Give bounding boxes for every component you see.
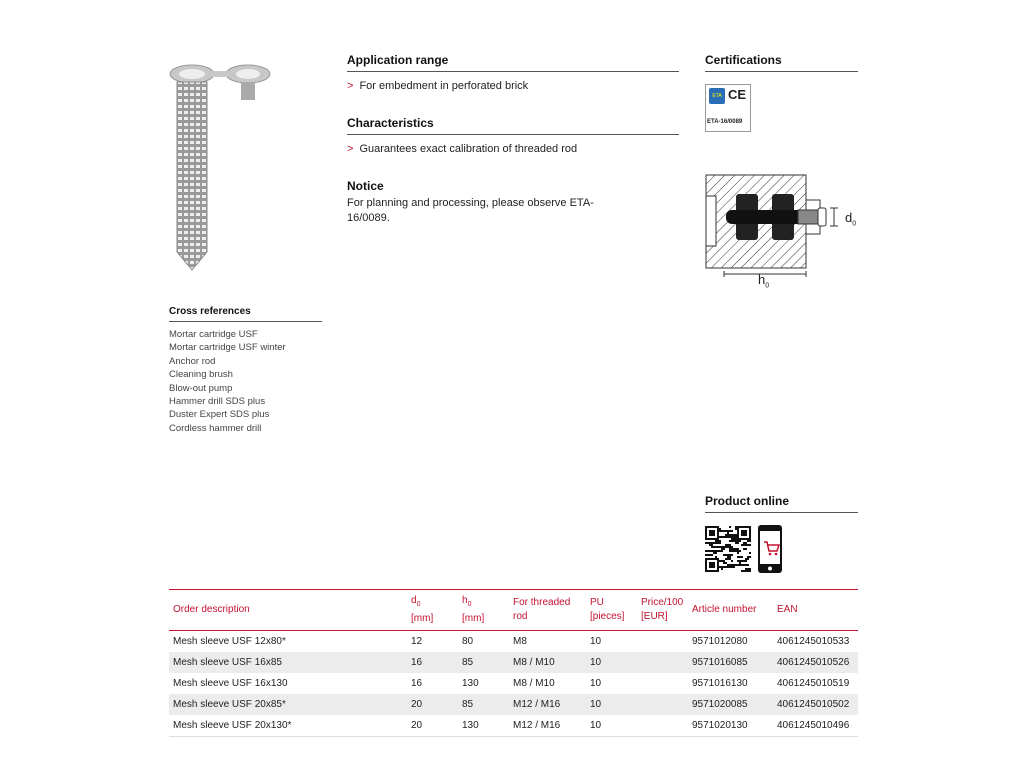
cross-references-title: Cross references <box>169 306 322 322</box>
certifications-title: Certifications <box>705 53 858 72</box>
cross-reference-link[interactable]: Blow-out pump <box>169 382 233 394</box>
cell-article-number: 9571012080 <box>692 636 748 647</box>
cross-reference-link[interactable]: Duster Expert SDS plus <box>169 409 270 421</box>
cell-price <box>637 673 688 694</box>
characteristics-title: Characteristics <box>347 116 679 135</box>
bullet-chevron-icon: > <box>347 143 354 155</box>
col-threaded-rod: For threaded rod <box>513 597 571 622</box>
col-order-description: Order description <box>173 604 250 615</box>
cell-article-number: 9571020130 <box>692 720 748 731</box>
cell-pu: 10 <box>590 636 602 647</box>
col-price: Price/100 [EUR] <box>641 597 684 622</box>
cell-threaded-rod: M12 / M16 <box>513 720 561 731</box>
cell-ean: 4061245010496 <box>777 720 850 731</box>
cell-order-description: Mesh sleeve USF 12x80* <box>173 636 286 647</box>
cell-h0: 85 <box>462 699 474 710</box>
characteristic-item: Guarantees exact calibration of threaded rod <box>359 143 578 155</box>
table-row <box>169 715 858 737</box>
cell-article-number: 9571016130 <box>692 678 748 689</box>
cross-reference-link[interactable]: Anchor rod <box>169 355 216 367</box>
cell-pu: 10 <box>590 720 602 731</box>
qr-code-icon[interactable] <box>705 526 751 572</box>
order-table <box>169 589 858 737</box>
cell-order-description: Mesh sleeve USF 20x130* <box>173 720 292 731</box>
cell-article-number: 9571020085 <box>692 699 748 710</box>
col-h0: $h_0$ [mm] <box>462 595 485 624</box>
table-row <box>169 694 858 715</box>
cell-d0: 12 <box>411 636 423 647</box>
cell-pu: 10 <box>590 699 602 710</box>
h0-label: $h_0$ <box>758 272 770 290</box>
col-pu: PU [pieces] <box>590 597 625 622</box>
cell-price <box>637 652 688 673</box>
product-online-section <box>705 494 858 513</box>
eta-certification-badge <box>705 84 751 132</box>
cross-reference-link[interactable]: Hammer drill SDS plus <box>169 396 266 408</box>
notice-title: Notice <box>347 179 384 193</box>
cell-threaded-rod: M8 <box>513 636 527 647</box>
cross-references <box>169 306 322 435</box>
cell-threaded-rod: M8 / M10 <box>513 657 555 668</box>
table-row <box>169 631 858 653</box>
cell-price <box>637 715 688 737</box>
cell-order-description: Mesh sleeve USF 20x85* <box>173 699 286 710</box>
table-row <box>169 652 858 673</box>
cell-threaded-rod: M8 / M10 <box>513 678 555 689</box>
application-range-title: Application range <box>347 53 679 72</box>
cell-pu: 10 <box>590 678 602 689</box>
cell-d0: 16 <box>411 678 423 689</box>
cell-price <box>637 631 688 653</box>
cell-pu: 10 <box>590 657 602 668</box>
d0-label: $d_0$ <box>845 210 857 228</box>
cell-h0: 130 <box>462 720 479 731</box>
notice-text: For planning and processing, please observe ETA-16/0089. <box>347 197 594 224</box>
cross-reference-link[interactable]: Cleaning brush <box>169 369 233 381</box>
cell-h0: 85 <box>462 657 474 668</box>
product-online-title: Product online <box>705 494 858 513</box>
table-row <box>169 673 858 694</box>
cell-d0: 20 <box>411 720 423 731</box>
cell-h0: 130 <box>462 678 479 689</box>
table-header-row <box>169 590 858 631</box>
installation-diagram <box>700 170 865 295</box>
col-d0: $d_0$ [mm] <box>411 595 434 624</box>
bullet-chevron-icon: > <box>347 80 354 92</box>
eta-number: ETA-16/0089 <box>707 119 743 125</box>
col-article-number: Article number <box>692 604 757 615</box>
cross-reference-link[interactable]: Mortar cartridge USF winter <box>169 342 286 354</box>
col-ean: EAN <box>777 604 798 615</box>
application-range-section <box>347 53 679 92</box>
cell-ean: 4061245010526 <box>777 657 850 668</box>
cross-reference-link[interactable]: Cordless hammer drill <box>169 422 262 434</box>
smartphone-cart-icon <box>757 524 783 574</box>
product-image-mesh-sleeve <box>165 62 275 277</box>
ce-mark-icon: CE <box>728 87 747 102</box>
cell-article-number: 9571016085 <box>692 657 748 668</box>
notice-section <box>347 179 597 226</box>
cell-order-description: Mesh sleeve USF 16x130 <box>173 678 288 689</box>
cross-reference-link[interactable]: Mortar cartridge USF <box>169 329 258 340</box>
cell-ean: 4061245010533 <box>777 636 850 647</box>
cell-ean: 4061245010519 <box>777 678 850 689</box>
application-item: For embedment in perforated brick <box>359 80 529 92</box>
cell-ean: 4061245010502 <box>777 699 850 710</box>
cell-threaded-rod: M12 / M16 <box>513 699 561 710</box>
cell-order-description: Mesh sleeve USF 16x85 <box>173 657 282 668</box>
cell-d0: 16 <box>411 657 423 668</box>
eta-logo-icon: ETA <box>709 88 725 104</box>
characteristics-section <box>347 116 679 155</box>
cell-d0: 20 <box>411 699 423 710</box>
certifications-section <box>705 53 858 132</box>
cell-h0: 80 <box>462 636 474 647</box>
cell-price <box>637 694 688 715</box>
